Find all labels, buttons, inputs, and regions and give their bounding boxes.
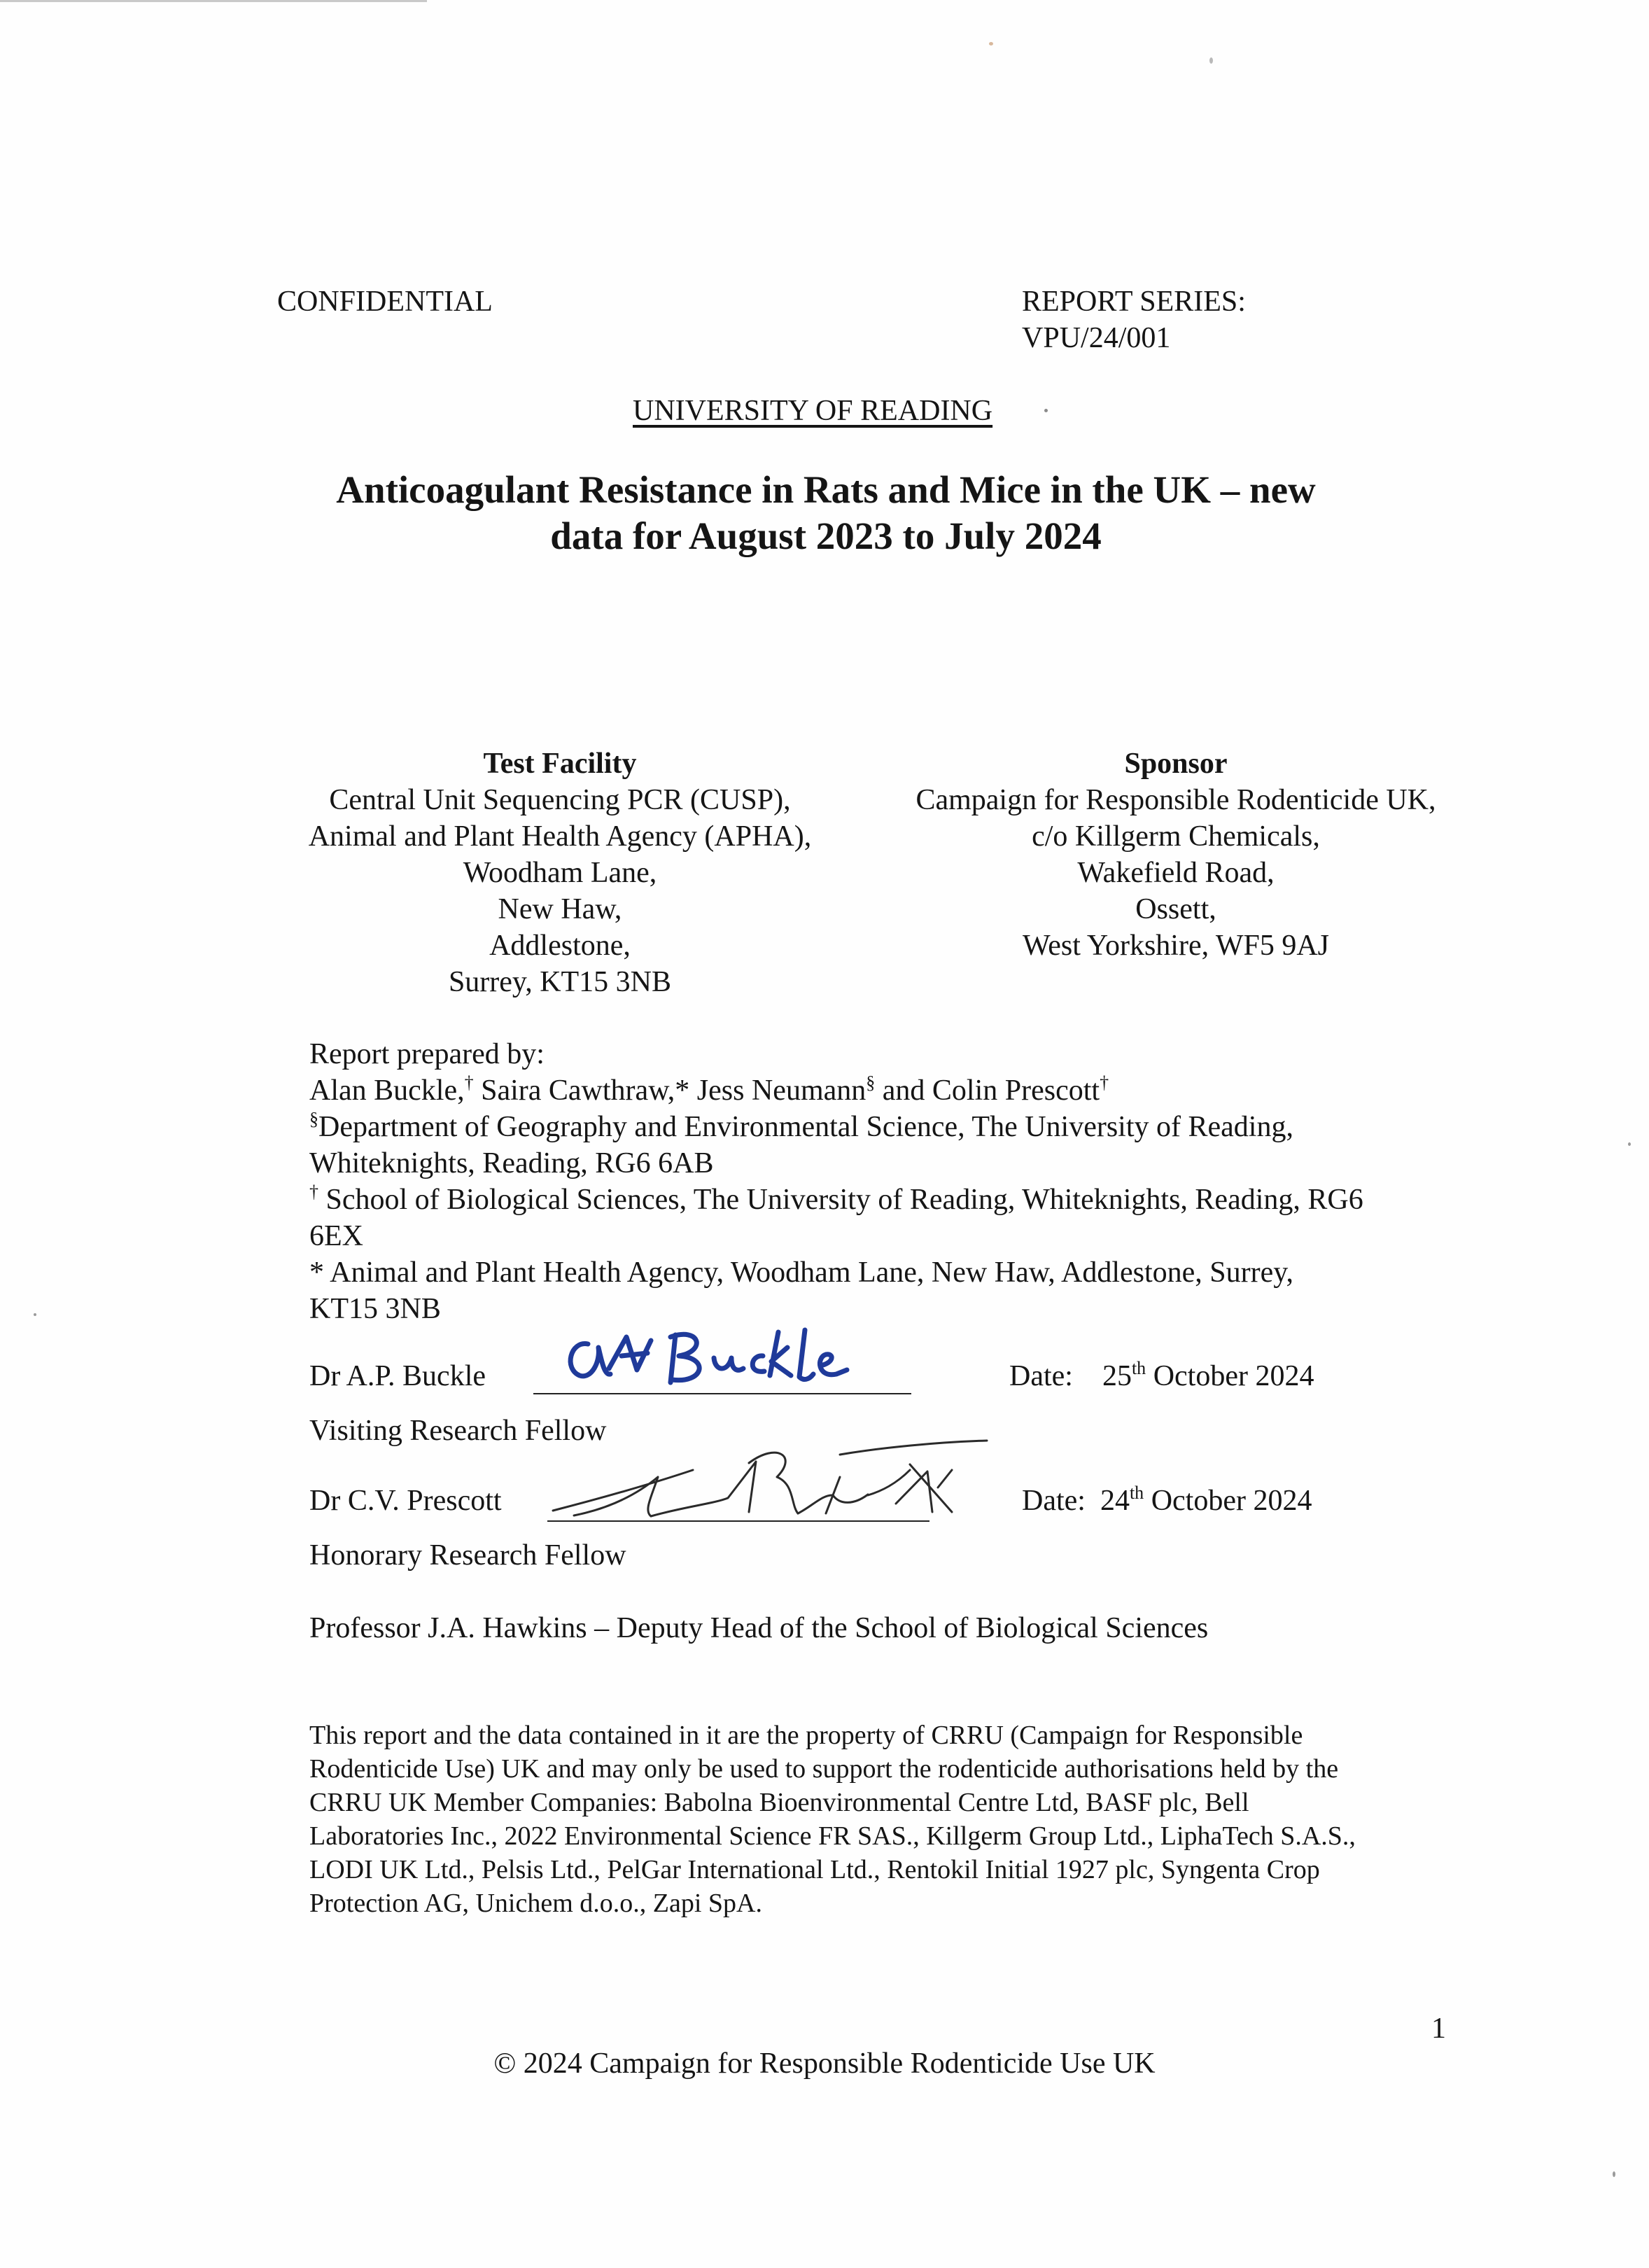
- notice-line: Rodenticide Use) UK and may only be used to support the rodenticide authorisations held by the: [309, 1754, 1339, 1784]
- prescott-name: Dr C.V. Prescott: [309, 1485, 502, 1517]
- affiliation-star-cont: KT15 3NB: [309, 1293, 441, 1325]
- scan-speck: [1613, 2171, 1615, 2177]
- date-day: 24: [1100, 1485, 1130, 1517]
- sponsor-line: c/o Killgerm Chemicals,: [1032, 820, 1320, 853]
- report-series-label: REPORT SERIES:: [1022, 286, 1246, 318]
- test-facility-line: New Haw,: [498, 893, 622, 925]
- buckle-role: Visiting Research Fellow: [309, 1415, 607, 1447]
- test-facility-line: Surrey, KT15 3NB: [448, 966, 672, 998]
- sponsor-heading: Sponsor: [1124, 748, 1228, 780]
- dagger-mark: †: [309, 1182, 318, 1202]
- dagger-mark: †: [464, 1072, 474, 1093]
- property-notice: [309, 1718, 1499, 1920]
- ordinal-suffix: th: [1131, 1358, 1146, 1378]
- authors-line: [309, 1072, 1513, 1109]
- confidential-label: CONFIDENTIAL: [277, 286, 493, 318]
- notice-line: Protection AG, Unichem d.o.o., Zapi SpA.: [309, 1889, 762, 1918]
- test-facility-line: Woodham Lane,: [463, 857, 657, 889]
- notice-line: This report and the data contained in it are the property of CRRU (Campaign for Responsible: [309, 1721, 1303, 1750]
- sponsor-line: West Yorkshire, WF5 9AJ: [1022, 930, 1330, 962]
- section-mark: §: [309, 1109, 318, 1129]
- affiliation-text: School of Biological Sciences, The University of Reading, Whiteknights, Reading, RG6: [325, 1184, 1363, 1216]
- report-title: [210, 467, 1442, 559]
- hawkins-line: Professor J.A. Hawkins – Deputy Head of the School of Biological Sciences: [309, 1612, 1209, 1644]
- test-facility-block: [266, 746, 854, 1000]
- test-facility-line: Animal and Plant Health Agency (APHA),: [308, 820, 812, 853]
- date-day: 25: [1102, 1360, 1132, 1392]
- scan-speck: [1209, 57, 1213, 64]
- dagger-mark: †: [1100, 1072, 1109, 1093]
- copyright-footer: © 2024 Campaign for Responsible Rodenticide Use UK: [493, 2047, 1156, 2080]
- affiliation-section: [309, 1109, 1513, 1145]
- ordinal-suffix: th: [1129, 1483, 1144, 1503]
- section-mark: §: [866, 1072, 876, 1093]
- affiliation-text: Department of Geography and Environmental Science, The University of Reading,: [318, 1111, 1293, 1143]
- scan-speck: [989, 42, 993, 46]
- notice-line: Laboratories Inc., 2022 Environmental Science FR SAS., Killgerm Group Ltd., LiphaTech S.A.S.,: [309, 1821, 1356, 1851]
- date-month-year: October 2024: [1146, 1360, 1314, 1392]
- test-facility-line: Central Unit Sequencing PCR (CUSP),: [329, 784, 791, 816]
- report-title-line-2: data for August 2023 to July 2024: [550, 514, 1102, 557]
- affiliation-dagger: [309, 1182, 1513, 1218]
- date-month-year: October 2024: [1144, 1485, 1312, 1517]
- sponsor-line: Wakefield Road,: [1077, 857, 1275, 889]
- notice-line: LODI UK Ltd., Pelsis Ltd., PelGar International Ltd., Rentokil Initial 1927 plc, Syngenta Crop: [309, 1855, 1320, 1884]
- test-facility-line: Addlestone,: [489, 930, 631, 962]
- sponsor-block: [854, 746, 1498, 964]
- author-name: Saira Cawthraw,: [473, 1074, 675, 1107]
- date-label: Date:: [1022, 1485, 1086, 1517]
- scan-speck: [34, 1313, 36, 1316]
- buckle-name: Dr A.P. Buckle: [309, 1360, 486, 1392]
- affiliation-section-cont: Whiteknights, Reading, RG6 6AB: [309, 1147, 714, 1180]
- sponsor-line: Ossett,: [1135, 893, 1216, 925]
- star-mark: *: [675, 1074, 690, 1107]
- sponsor-line: Campaign for Responsible Rodenticide UK,: [915, 784, 1436, 816]
- notice-line: CRRU UK Member Companies: Babolna Bioenvironmental Centre Ltd, BASF plc, Bell: [309, 1788, 1249, 1817]
- prepared-by-block: [309, 1036, 1513, 1327]
- scan-edge-line: [0, 0, 427, 2]
- institution-heading: UNIVERSITY OF READING: [633, 395, 993, 427]
- buckle-signature: [560, 1320, 854, 1396]
- prescott-role: Honorary Research Fellow: [309, 1539, 626, 1572]
- prescott-signature: [546, 1428, 994, 1533]
- scan-speck: [1044, 409, 1048, 412]
- report-series-number: VPU/24/001: [1022, 322, 1171, 354]
- test-facility-heading: Test Facility: [483, 748, 637, 780]
- report-title-line-1: Anticoagulant Resistance in Rats and Mice in the UK – new: [336, 468, 1316, 511]
- date-label: Date:: [1009, 1360, 1073, 1392]
- prescott-date: [1022, 1483, 1312, 1519]
- buckle-date: [1009, 1358, 1314, 1394]
- author-name: and Colin Prescott: [875, 1074, 1100, 1107]
- affiliation-dagger-cont: 6EX: [309, 1220, 363, 1252]
- affiliation-star: * Animal and Plant Health Agency, Woodham Lane, New Haw, Addlestone, Surrey,: [309, 1256, 1294, 1289]
- author-name: Alan Buckle,: [309, 1074, 465, 1107]
- author-name: Jess Neumann: [689, 1074, 866, 1107]
- prepared-by-label: Report prepared by:: [309, 1038, 545, 1070]
- page-number: 1: [1431, 2012, 1446, 2045]
- scan-speck: [1628, 1142, 1631, 1146]
